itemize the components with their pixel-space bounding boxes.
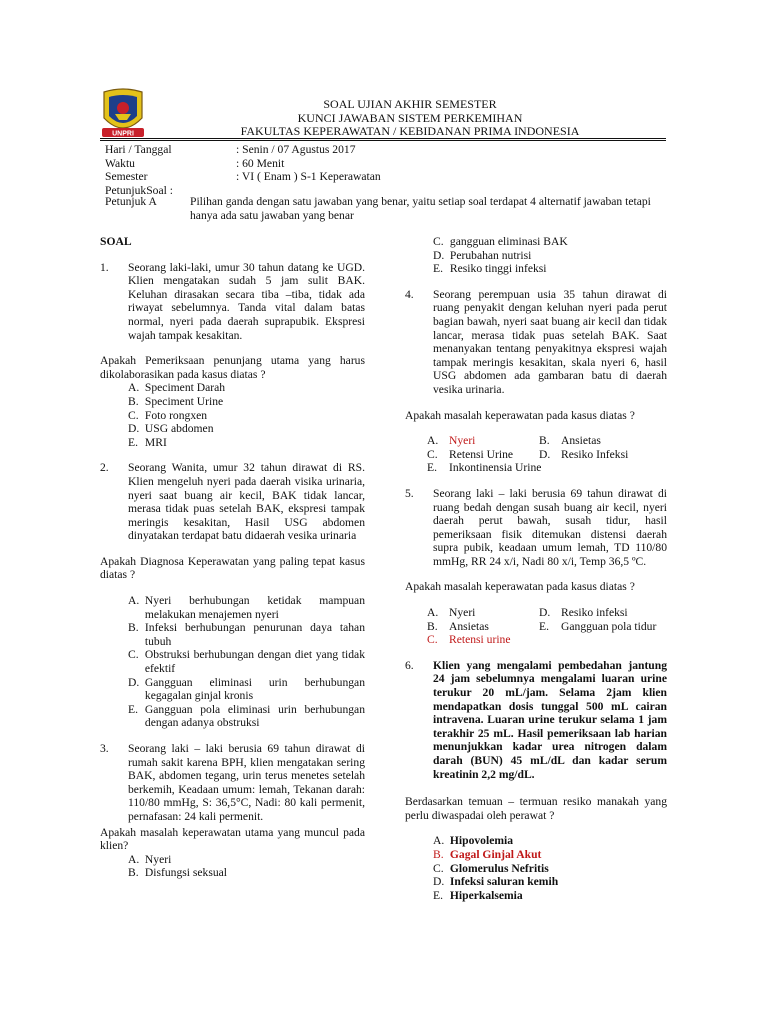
- question-text: Seorang laki – laki berusia 69 tahun dirawat di ruang bedah dengan susah buang air kecil, nyeri daerah perut bawah, susah tidur, hasil pemeriksaan fisik ditemukan distensi daerah supra pubik, keadaan umum lemah, TD 110/80 mmHg, RR 24 x/i, Nadi 80 x/i, Temp 36,5 ºC.: [433, 486, 667, 568]
- option-row: [405, 606, 667, 620]
- instructions: [105, 195, 675, 222]
- option-text: Hipovolemia: [449, 834, 514, 848]
- info-row: [105, 143, 675, 157]
- option[interactable]: [427, 620, 539, 634]
- option-letter: D.: [433, 248, 445, 262]
- info-row: [105, 170, 675, 184]
- option-letter: B.: [128, 866, 139, 880]
- option-letter: A.: [433, 834, 445, 848]
- question-prompt: Berdasarkan temuan – termuan resiko manakah yang perlu diwaspadai oleh perawat ?: [405, 795, 667, 822]
- section-title: SOAL: [100, 235, 132, 248]
- option[interactable]: [100, 676, 365, 703]
- option-text: Retensi Urine: [449, 447, 514, 461]
- option-text: Nyeri: [449, 606, 476, 620]
- option-text: Infeksi berhubungan penurunan daya tahan tubuh: [144, 621, 365, 648]
- option-letter: A.: [128, 594, 140, 608]
- option-letter: D.: [128, 675, 140, 689]
- option-letter: B.: [539, 434, 550, 448]
- option-text: Gangguan pola tidur: [561, 619, 657, 633]
- exam-info: [105, 143, 675, 197]
- option-letter: E.: [128, 435, 138, 449]
- option[interactable]: [405, 889, 667, 903]
- question-text: Klien yang mengalami pembedahan jantung 24 jam sebelumnya mengalami luaran urine terukur 20 mL/jam. Selama 2jam klien mendapatkan dosis tunggal 500 mL cairan intravena. Luaran urine terukur selama 1 jam terakhir 25 mL. Hasil pemeriksaan lab harian menunjukkan kadar urea nitrogen dalam darah (BUN) 45 mL/dL dan kadar serum kreatinin 2,2 mg/dL.: [433, 658, 667, 781]
- option[interactable]: [100, 409, 365, 423]
- option[interactable]: [100, 594, 365, 621]
- option-text: Foto rongxen: [144, 408, 208, 422]
- option-row: [405, 620, 667, 634]
- option-text: USG abdomen: [144, 422, 214, 436]
- option[interactable]: [427, 461, 541, 475]
- question-prompt: Apakah Diagnosa Keperawatan yang paling tepat kasus diatas ?: [100, 554, 365, 582]
- option[interactable]: [100, 395, 365, 409]
- option-row: [405, 633, 667, 647]
- option-letter: E.: [433, 262, 443, 276]
- option-text: Resiko tinggi infeksi: [449, 262, 547, 276]
- option[interactable]: [100, 648, 365, 675]
- option-letter: D.: [433, 875, 445, 889]
- option[interactable]: [100, 866, 365, 880]
- option-text-answer: Gagal Ginjal Akut: [449, 847, 542, 861]
- option-text: Resiko infeksi: [561, 606, 628, 620]
- university-logo: [100, 88, 146, 140]
- option[interactable]: [427, 448, 539, 462]
- option-row: [405, 461, 667, 475]
- info-row: [105, 157, 675, 171]
- question-2: [100, 461, 365, 543]
- option-text-answer: Nyeri: [449, 434, 476, 448]
- option-letter: E.: [427, 461, 437, 475]
- option-text: Perubahan nutrisi: [449, 248, 532, 262]
- info-label: PetunjukSoal :: [105, 183, 173, 197]
- option-letter: D.: [539, 447, 551, 461]
- option-text: Ansietas: [449, 619, 489, 633]
- option-letter: C.: [427, 447, 438, 461]
- option[interactable]: [405, 875, 667, 889]
- options: [405, 834, 667, 902]
- info-label: Waktu: [105, 156, 135, 170]
- question-prompt: Apakah masalah keperawatan utama yang muncul pada klien?: [100, 825, 365, 853]
- option[interactable]: [405, 862, 667, 876]
- option-text: Infeksi saluran kemih: [449, 875, 559, 889]
- question-prompt: Apakah masalah keperawatan pada kasus diatas ?: [405, 408, 635, 422]
- options: [100, 853, 365, 880]
- option-text: Resiko Infeksi: [561, 447, 629, 461]
- question-number: 4.: [405, 287, 414, 301]
- option-letter: E.: [433, 888, 443, 902]
- option-text: Hiperkalsemia: [449, 888, 523, 902]
- option-text: Speciment Darah: [144, 381, 226, 395]
- question-text: Seorang laki – laki berusia 69 tahun dirawat di rumah sakit karena BPH, klien mengatakan sering BAK, abdomen tegang, urin terus menetes setelah berkemih, Keadaan umum: lemah, Tekanan darah: 110/80 mmHg, S: 36,5°C, Nadi: 80 kali permenit, pernafasan: 24 kali permenit.: [128, 742, 365, 823]
- option-letter: B.: [433, 847, 444, 861]
- option[interactable]: [539, 620, 667, 634]
- option-letter: A.: [128, 381, 140, 395]
- option-letter: B.: [128, 621, 139, 635]
- option-letter: A.: [427, 434, 439, 448]
- option-text: Nyeri: [144, 852, 172, 866]
- option[interactable]: [100, 422, 365, 436]
- option-letter: D.: [128, 422, 140, 436]
- right-column: [405, 235, 667, 902]
- option-letter: A.: [427, 606, 439, 620]
- instructions-label: Petunjuk A: [105, 195, 157, 208]
- header: [150, 98, 670, 139]
- header-line-3: FAKULTAS KEPERAWATAN / KEBIDANAN PRIMA INDONESIA: [240, 124, 580, 138]
- option-letter: E.: [539, 619, 549, 633]
- header-divider: [100, 138, 666, 139]
- option[interactable]: [100, 703, 365, 730]
- option[interactable]: [405, 834, 667, 848]
- header-divider: [100, 140, 666, 141]
- question-6: [405, 659, 667, 781]
- question-number: 6.: [405, 658, 414, 672]
- option-letter: D.: [539, 606, 551, 620]
- option-text: Inkontinensia Urine: [449, 461, 542, 475]
- question-5: [405, 487, 667, 569]
- option[interactable]: [100, 853, 365, 867]
- info-label: Hari / Tanggal: [105, 143, 172, 156]
- option[interactable]: [100, 621, 365, 648]
- option[interactable]: [427, 434, 539, 448]
- option[interactable]: [100, 436, 365, 450]
- info-value: : 60 Menit: [236, 156, 285, 170]
- option-text: Glomerulus Nefritis: [449, 861, 549, 875]
- option-letter: A.: [128, 852, 140, 866]
- option-text-answer: Retensi urine: [449, 633, 511, 647]
- option-text: Gangguan pola eliminasi urin berhubungan dengan adanya obstruksi: [144, 702, 365, 730]
- question-number: 3.: [100, 742, 109, 755]
- option-text: Ansietas: [561, 434, 601, 448]
- option[interactable]: [405, 262, 667, 276]
- option[interactable]: [100, 381, 365, 395]
- question-prompt: Apakah masalah keperawatan pada kasus diatas ?: [405, 580, 635, 594]
- option[interactable]: [427, 606, 539, 620]
- logo-text: UNPRI: [112, 130, 134, 138]
- question-prompt: Apakah Pemeriksaan penunjang utama yang harus dikolaborasikan pada kasus diatas ?: [100, 354, 365, 381]
- info-value: : VI ( Enam ) S-1 Keperawatan: [236, 170, 381, 184]
- option-text: MRI: [144, 435, 167, 449]
- question-number: 1.: [100, 260, 109, 274]
- option-text: gangguan eliminasi BAK: [449, 235, 568, 248]
- option[interactable]: [405, 848, 667, 862]
- header-line-2: KUNCI JAWABAN SISTEM PERKEMIHAN: [297, 110, 523, 125]
- question-number: 5.: [405, 486, 414, 500]
- question-number: 2.: [100, 461, 109, 475]
- options: [405, 434, 667, 475]
- option[interactable]: [539, 434, 667, 448]
- options: [100, 594, 365, 730]
- info-value: : Senin / 07 Agustus 2017: [236, 143, 356, 156]
- option-letter: C.: [433, 861, 444, 875]
- option-letter: B.: [128, 394, 139, 408]
- options-continued: [405, 235, 667, 276]
- option-text: Nyeri berhubungan ketidak mampuan melakukan menajemen nyeri: [144, 594, 365, 621]
- header-line-1: SOAL UJIAN AKHIR SEMESTER: [323, 97, 497, 111]
- option-letter: E.: [128, 702, 138, 716]
- option[interactable]: [539, 606, 667, 620]
- question-4: [405, 288, 667, 397]
- option-row: [405, 448, 667, 462]
- option-letter: C.: [128, 408, 139, 422]
- option-letter: C.: [433, 235, 444, 248]
- option-row: [405, 434, 667, 448]
- options: [100, 381, 365, 449]
- question-text: Seorang perempuan usia 35 tahun dirawat di ruang penyakit dengan keluhan nyeri pada perut bagian bawah, nyeri saat buang air kecil dan tidak lancar, merasa tidak puas setelah BAK. Saat menanyakan tentang penyakitnya ekspresi wajah tampak meringis kesakitan, skala nyeri 6, hasil USG abdomen ada gambaran batu di daerah vesika urinaria.: [433, 287, 667, 396]
- question-3: [100, 742, 365, 824]
- option[interactable]: [405, 249, 667, 263]
- question-text: Seorang laki-laki, umur 30 tahun datang ke UGD. Klien mengatakan sudah 5 jam sulit BAK. Keluhan dirasakan secara tiba –tiba, tidak ada riwayat sebelumnya. Tanda vital dalam batas normal, nyeri pada daerah suprapubik. Ekspresi wajah tampak kesakitan.: [128, 260, 365, 342]
- option-text: Gangguan eliminasi urin berhubungan kegagalan ginjal kronis: [144, 675, 365, 703]
- info-label: Semester: [105, 170, 148, 184]
- option[interactable]: [405, 235, 667, 249]
- option[interactable]: [427, 633, 511, 647]
- left-column: [100, 235, 365, 880]
- option-text: Speciment Urine: [144, 394, 224, 408]
- option[interactable]: [539, 448, 667, 462]
- option-letter: B.: [427, 619, 438, 633]
- option-text: Disfungsi seksual: [144, 866, 228, 880]
- option-text: Obstruksi berhubungan dengan diet yang tidak efektif: [144, 648, 365, 676]
- question-1: [100, 261, 365, 343]
- option-letter: C.: [427, 633, 438, 647]
- options: [405, 606, 667, 647]
- option-letter: C.: [128, 648, 139, 662]
- question-text: Seorang Wanita, umur 32 tahun dirawat di RS. Klien mengeluh nyeri pada daerah visika urinaria, nyeri saat buang air kecil, BAK tidak lancar, merasa tidak puas setelah BAK, ekspresi tampak meringis kesakitan, Hasil USG abdomen dinyatakan terdapat batu didaerah vesika urinaria: [128, 461, 365, 543]
- instructions-text: Pilihan ganda dengan satu jawaban yang benar, yaitu setiap soal terdapat 4 alternatif jawaban tetapi hanya ada satu jawaban yang benar: [190, 195, 651, 222]
